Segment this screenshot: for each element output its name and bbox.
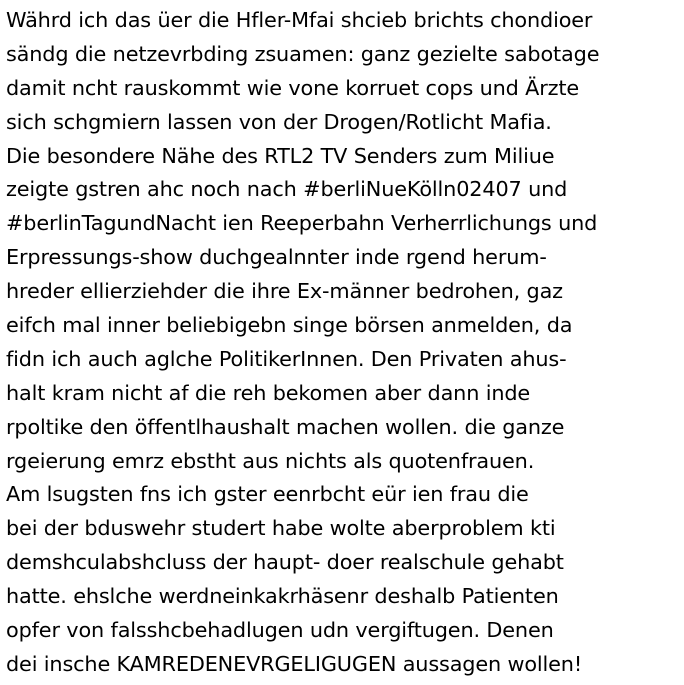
- text-line: halt kram nicht af die reh bekomen aber dann inde: [6, 380, 531, 405]
- text-line: damit ncht rauskommt wie vone korruet cops und Ärzte: [6, 75, 580, 100]
- text-line: rpoltike den öffentlhaushalt machen wollen. die ganze: [6, 414, 565, 439]
- text-line: rgeierung emrz ebstht aus nichts als quotenfrauen.: [6, 448, 535, 473]
- document-text: [6, 4, 682, 682]
- text-line: hreder ellierziehder die ihre Ex-männer bedrohen, gaz: [6, 279, 563, 304]
- text-line: opfer von falsshcbehadlugen udn vergiftugen. Denen: [6, 618, 554, 643]
- text-line: Am lsugsten fns ich gster eenrbcht eür ien frau die: [6, 482, 529, 507]
- text-line: sich schgmiern lassen von der Drogen/Rotlicht Mafia.: [6, 109, 552, 134]
- text-line: Währd ich das üer die Hfler-Mfai shcieb brichts chondioer: [6, 8, 593, 32]
- text-line: demshculabshcluss der haupt- doer realschule gehabt: [6, 550, 564, 575]
- text-line: eifch mal inner beliebigebn singe börsen anmelden, da: [6, 313, 573, 338]
- text-line: dei insche KAMREDENEVRGELIGUGEN aussagen wollen!: [6, 651, 583, 676]
- text-line: Die besondere Nähe des RTL2 TV Senders zum Miliue: [6, 143, 555, 168]
- text-line: zeigte gstren ahc noch nach #berliNueKölln02407 und: [6, 177, 568, 202]
- text-line: fidn ich auch aglche PolitikerInnen. Den Privaten ahus-: [6, 346, 567, 371]
- text-line: bei der bduswehr studert habe wolte aberproblem kti: [6, 516, 556, 541]
- text-line: hatte. ehslche werdneinkakrhäsenr deshalb Patienten: [6, 584, 559, 609]
- text-line: Erpressungs-show duchgealnnter inde rgend herum-: [6, 245, 547, 270]
- text-line: #berlinTagundNacht ien Reeperbahn Verherrlichungs und: [6, 211, 598, 236]
- text-line: sändg die netzevrbding zsuamen: ganz gezielte sabotage: [6, 41, 600, 66]
